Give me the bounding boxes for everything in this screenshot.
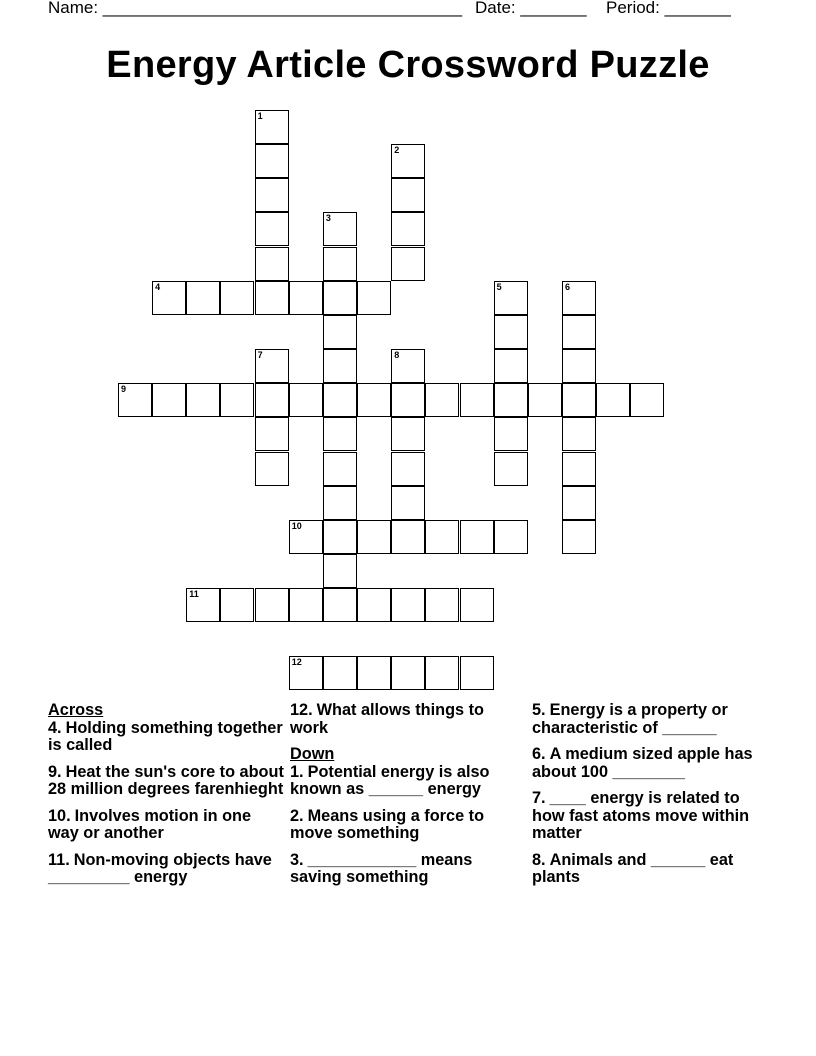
- grid-cell[interactable]: [255, 212, 289, 246]
- period-field: Period: _______: [606, 0, 731, 17]
- grid-cell[interactable]: [494, 452, 528, 486]
- clue-across-4: 4. Holding something together is called: [48, 718, 283, 754]
- grid-cell[interactable]: [220, 281, 254, 315]
- page-title: Energy Article Crossword Puzzle: [106, 44, 710, 86]
- clue-number: 2: [394, 145, 400, 156]
- grid-cell[interactable]: [289, 656, 323, 690]
- grid-cell[interactable]: [391, 486, 425, 520]
- clue-down-1: 1. Potential energy is also known as ______ energy: [290, 762, 490, 798]
- grid-cell[interactable]: [255, 452, 289, 486]
- grid-cell[interactable]: [255, 247, 289, 281]
- grid-cell[interactable]: [220, 383, 254, 417]
- down-heading: Down: [290, 745, 335, 763]
- clue-column-1: [48, 702, 286, 896]
- grid-cell[interactable]: [596, 383, 630, 417]
- grid-cell[interactable]: [255, 178, 289, 212]
- grid-cell[interactable]: [186, 588, 220, 622]
- clue-number: 4: [155, 281, 161, 292]
- name-field: Name: ______________________________________: [48, 0, 463, 17]
- grid-cell[interactable]: [425, 520, 459, 554]
- grid-cell[interactable]: [391, 520, 425, 554]
- grid-cell[interactable]: [391, 349, 425, 383]
- grid-cell[interactable]: [152, 281, 186, 315]
- grid-cell[interactable]: [494, 281, 528, 315]
- grid-cell[interactable]: [255, 588, 289, 622]
- grid-cell[interactable]: [323, 315, 357, 349]
- grid-cell[interactable]: [323, 520, 357, 554]
- clue-number: 8: [394, 350, 400, 361]
- grid-cell[interactable]: [494, 383, 528, 417]
- clue-down-8: 8. Animals and ______ eat plants: [532, 850, 734, 886]
- grid-cell[interactable]: [323, 554, 357, 588]
- clue-down-2: 2. Means using a force to move something: [290, 806, 485, 842]
- clue-across-10: 10. Involves motion in one way or another: [48, 806, 252, 842]
- across-heading: Across: [48, 701, 104, 719]
- grid-cell[interactable]: [186, 383, 220, 417]
- grid-cell[interactable]: [562, 520, 596, 554]
- clue-number: 7: [257, 350, 263, 361]
- grid-cell[interactable]: [323, 383, 357, 417]
- grid-cell[interactable]: [391, 247, 425, 281]
- grid-cell[interactable]: [562, 281, 596, 315]
- grid-cell[interactable]: [460, 588, 494, 622]
- grid-cell[interactable]: [391, 656, 425, 690]
- grid-cell[interactable]: [425, 383, 459, 417]
- grid-cell[interactable]: [255, 349, 289, 383]
- grid-cell[interactable]: [494, 520, 528, 554]
- grid-cell[interactable]: [391, 452, 425, 486]
- grid-cell[interactable]: [494, 315, 528, 349]
- clue-number: 6: [564, 281, 570, 292]
- clue-number: 11: [189, 589, 199, 600]
- grid-cell[interactable]: [255, 110, 289, 144]
- clue-down-7: 7. ____ energy is related to how fast atoms move within matter: [532, 789, 750, 842]
- grid-cell[interactable]: [323, 281, 357, 315]
- grid-cell[interactable]: [357, 588, 391, 622]
- grid-cell[interactable]: [255, 281, 289, 315]
- grid-cell[interactable]: [391, 417, 425, 451]
- date-field: Date: _______: [475, 0, 587, 17]
- grid-cell[interactable]: [357, 520, 391, 554]
- clue-column-2: [290, 702, 522, 896]
- grid-cell[interactable]: [289, 383, 323, 417]
- clue-down-5: 5. Energy is a property or characteristic of ______: [532, 701, 728, 737]
- grid-cell[interactable]: [630, 383, 664, 417]
- grid-cell[interactable]: [391, 588, 425, 622]
- grid-cell[interactable]: [460, 383, 494, 417]
- grid-cell[interactable]: [186, 281, 220, 315]
- grid-cell[interactable]: [323, 349, 357, 383]
- grid-cell[interactable]: [562, 452, 596, 486]
- grid-cell[interactable]: [323, 417, 357, 451]
- clue-across-11: 11. Non-moving objects have _________ energy: [48, 850, 272, 886]
- clue-number: 5: [496, 281, 502, 292]
- grid-cell[interactable]: [562, 349, 596, 383]
- grid-cell[interactable]: [391, 383, 425, 417]
- grid-cell[interactable]: [323, 588, 357, 622]
- clue-column-3: [532, 702, 768, 896]
- grid-cell[interactable]: [255, 144, 289, 178]
- clue-down-6: 6. A medium sized apple has about 100 ________: [532, 745, 753, 781]
- grid-cell[interactable]: [391, 178, 425, 212]
- grid-cell[interactable]: [357, 656, 391, 690]
- clue-down-3: 3. ____________ means saving something: [290, 850, 473, 886]
- grid-cell[interactable]: [562, 315, 596, 349]
- grid-cell[interactable]: [255, 383, 289, 417]
- grid-cell[interactable]: [425, 588, 459, 622]
- grid-cell[interactable]: [562, 383, 596, 417]
- grid-cell[interactable]: [494, 349, 528, 383]
- grid-cell[interactable]: [323, 486, 357, 520]
- grid-cell[interactable]: [220, 588, 254, 622]
- grid-cell[interactable]: [118, 383, 152, 417]
- clue-number: 9: [121, 384, 127, 395]
- grid-cell[interactable]: [289, 520, 323, 554]
- grid-cell[interactable]: [323, 656, 357, 690]
- clue-number: 3: [325, 213, 331, 224]
- grid-cell[interactable]: [460, 656, 494, 690]
- clue-across-9: 9. Heat the sun's core to about 28 million degrees farenhieght: [48, 762, 284, 798]
- grid-cell[interactable]: [323, 452, 357, 486]
- grid-cell[interactable]: [562, 486, 596, 520]
- grid-cell[interactable]: [357, 281, 391, 315]
- grid-cell[interactable]: [391, 212, 425, 246]
- grid-cell[interactable]: [425, 656, 459, 690]
- grid-cell[interactable]: [562, 417, 596, 451]
- grid-cell[interactable]: [494, 417, 528, 451]
- clue-number: 1: [257, 111, 263, 121]
- grid-cell[interactable]: [152, 383, 186, 417]
- grid-cell[interactable]: [323, 247, 357, 281]
- clue-number: 12: [291, 657, 302, 668]
- clue-across-12: 12. What allows things to work: [290, 701, 484, 737]
- grid-cell[interactable]: [460, 520, 494, 554]
- grid-cell[interactable]: [528, 383, 562, 417]
- grid-cell[interactable]: [255, 417, 289, 451]
- grid-cell[interactable]: [289, 281, 323, 315]
- grid-cell[interactable]: [323, 212, 357, 246]
- grid-cell[interactable]: [357, 383, 391, 417]
- clue-number: 10: [291, 520, 302, 531]
- grid-cell[interactable]: [391, 144, 425, 178]
- grid-cell[interactable]: [289, 588, 323, 622]
